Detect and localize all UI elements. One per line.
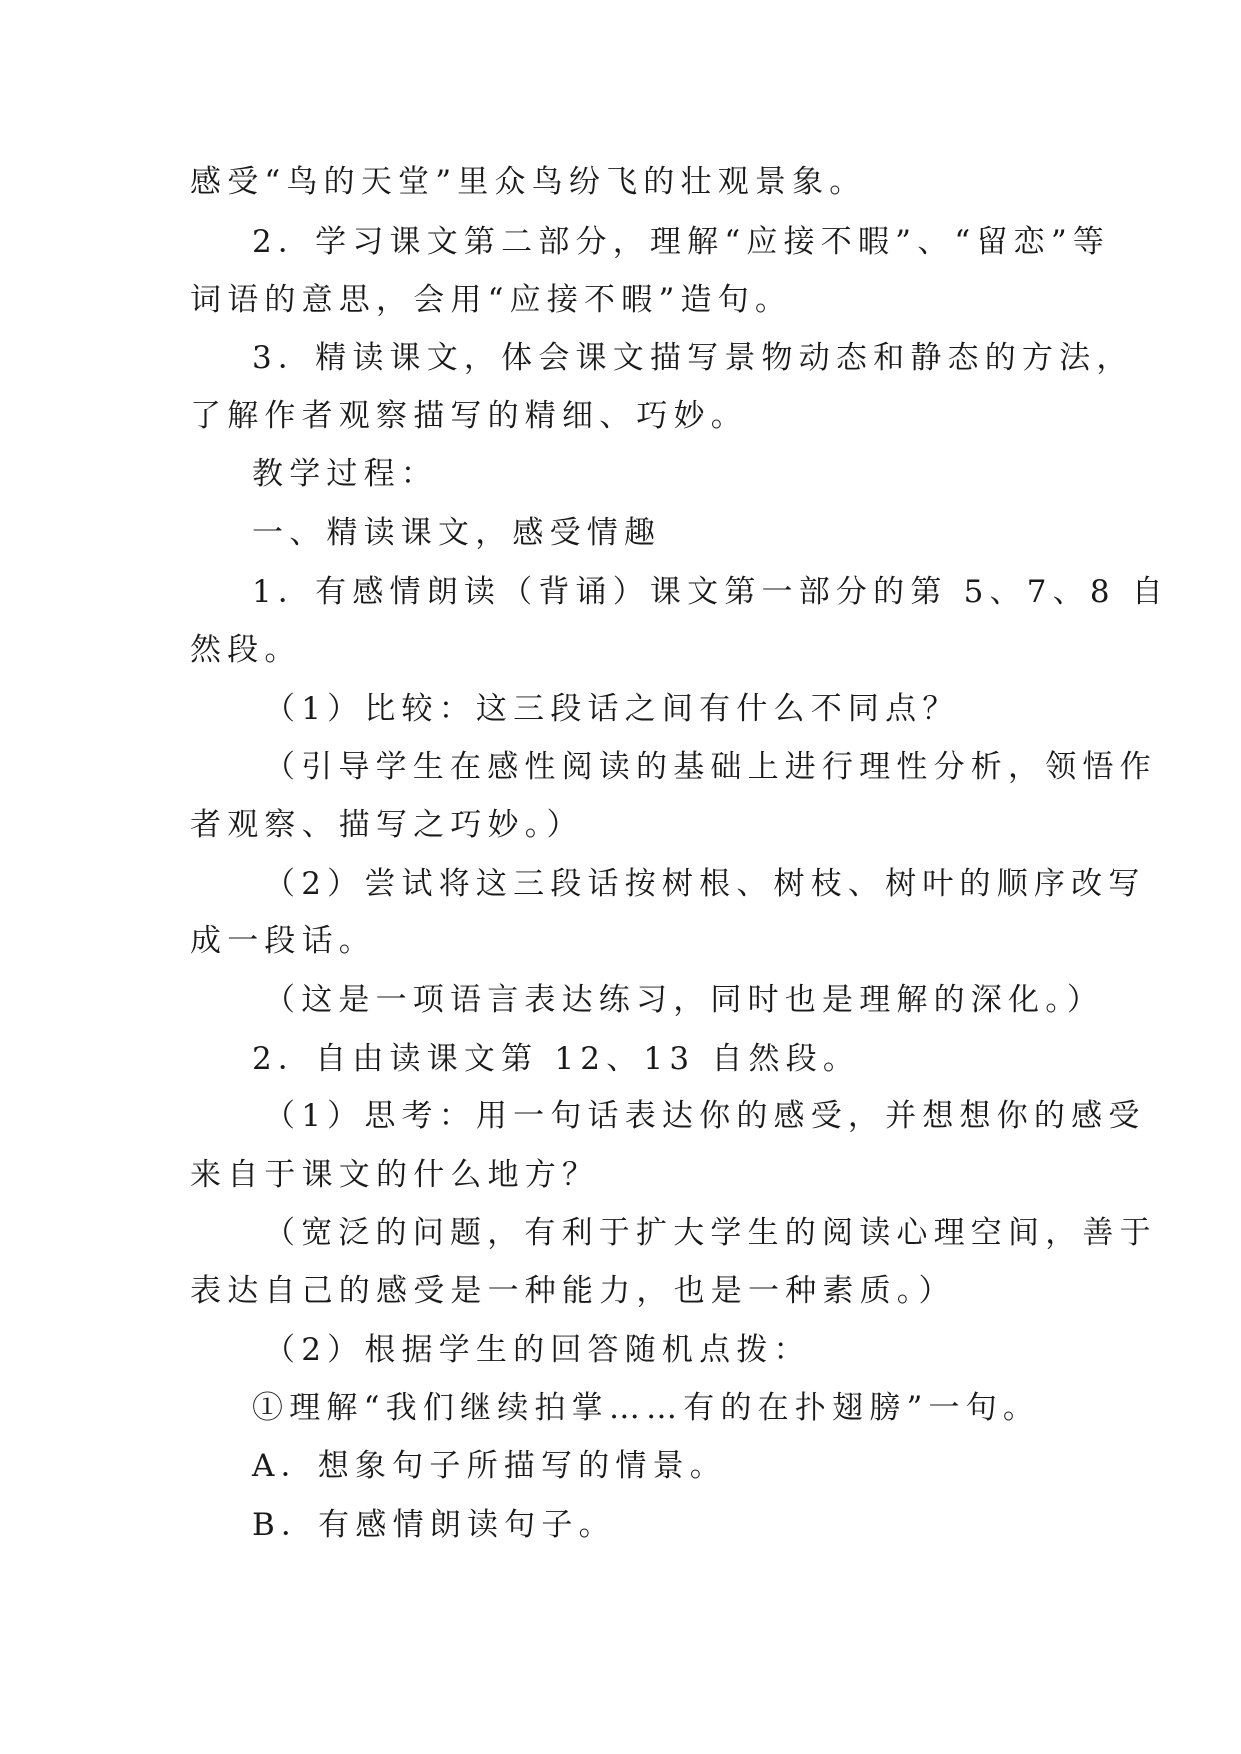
text-line: （1）思考：用一句话表达你的感受，并想想你的感受: [264, 1098, 1146, 1134]
text-line: （这是一项语言表达练习，同时也是理解的深化。）: [264, 982, 1105, 1018]
text-line: 感受“鸟的天堂”里众鸟纷飞的壮观景象。: [190, 164, 867, 200]
text-line: 1．有感情朗读（背诵）课文第一部分的第 5、7、8 自: [252, 574, 1169, 610]
text-line: 了解作者观察描写的精细、巧妙。: [190, 398, 748, 434]
text-line: 2．自由读课文第 12、13 自然段。: [252, 1041, 861, 1077]
text-line: 3．精读课文，体会课文描写景物动态和静态的方法，: [252, 340, 1134, 376]
text-line: B．有感情朗读句子。: [252, 1507, 616, 1543]
text-line: 表达自己的感受是一种能力，也是一种素质。）: [190, 1273, 956, 1309]
text-line: （2）根据学生的回答随机点拨：: [264, 1332, 811, 1368]
text-line: 成一段话。: [190, 923, 376, 959]
text-line: 2．学习课文第二部分，理解“应接不暇”、“留恋”等: [252, 224, 1111, 260]
text-line: 一、精读课文，感受情趣: [252, 515, 662, 551]
text-line: 者观察、描写之巧妙。）: [190, 807, 584, 843]
text-line: （宽泛的问题，有利于扩大学生的阅读心理空间，善于: [264, 1215, 1157, 1251]
text-line: 教学过程：: [252, 456, 438, 492]
text-line: ①理解“我们继续拍掌……有的在扑翅膀”一句。: [252, 1390, 1041, 1426]
text-line: （引导学生在感性阅读的基础上进行理性分析，领悟作: [264, 749, 1157, 785]
text-line: （1）比较：这三段话之间有什么不同点？: [264, 691, 960, 727]
text-line: （2）尝试将这三段话按树根、树枝、树叶的顺序改写: [264, 866, 1146, 902]
text-line: A．想象句子所描写的情景。: [252, 1448, 727, 1484]
text-line: 然段。: [190, 632, 302, 668]
text-line: 来自于课文的什么地方？: [190, 1157, 600, 1193]
text-line: 词语的意思，会用“应接不暇”造句。: [190, 282, 793, 318]
